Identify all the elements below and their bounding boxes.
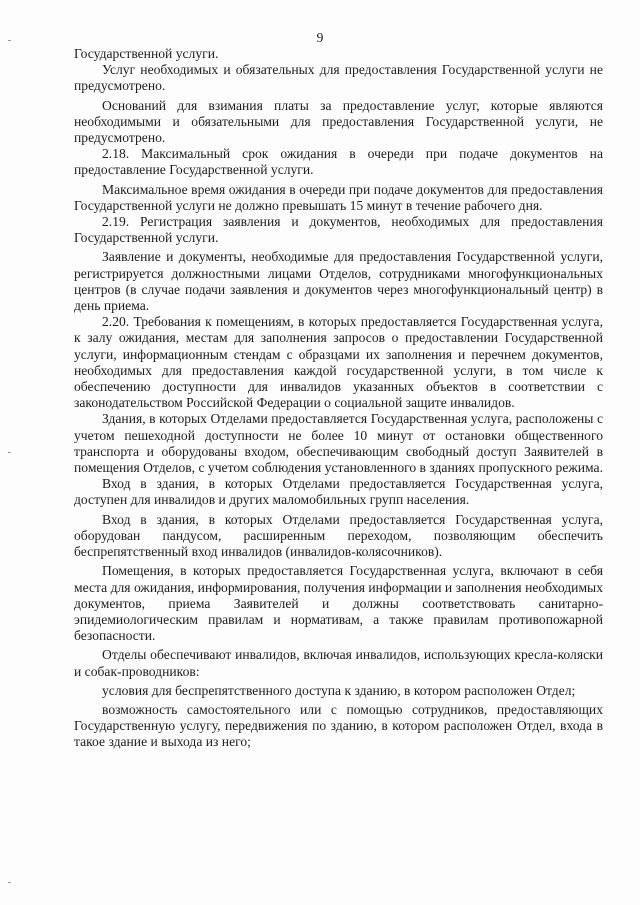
paragraph: Услуг необходимых и обязательных для предоставления Государственной услуги не предусмотрено.: [74, 62, 603, 94]
scan-artifact: [8, 452, 11, 453]
paragraph: Максимальное время ожидания в очереди при подаче документов для предоставления Государственной услуги не должно превышать 15 минут в течение рабочего дня.: [74, 181, 603, 213]
page-number: 9: [316, 30, 324, 45]
paragraph: Государственной услуги.: [74, 46, 219, 61]
section-heading-2-20: 2.20. Требования к помещениям, в которых предоставляется Государственная услуга, к залу ожидания, местам для заполнения запросов о предоставлении Государственной услуги, информационным стендам с образцами их заполнения и перечнем документов, необходимых для предоставления каждой государственной услуги, в том числе к обеспечению доступности для инвалидов указанных объектов в соответствии с законодательством Российской Федерации о социальной защите инвалидов.: [74, 314, 603, 411]
paragraph: Оснований для взимания платы за предоставление услуг, которые являются необходимыми и обязательными для предоставления Государственной услуги, не предусмотрено.: [74, 97, 603, 146]
scan-artifact: [8, 882, 11, 883]
document-body: [74, 46, 603, 751]
paragraph: Вход в здания, в которых Отделами предоставляется Государственная услуга, оборудован пандусом, расширенным переходом, позволяющим обеспечить беспрепятственный вход инвалидов (инвалидов-колясочников).: [74, 511, 603, 560]
paragraph: Вход в здания, в которых Отделами предоставляется Государственная услуга, доступен для инвалидов и других маломобильных групп населения.: [74, 476, 603, 508]
paragraph: Заявление и документы, необходимые для предоставления Государственной услуги, регистрируется должностными лицами Отделов, сотрудниками многофункциональных центров (в случае подачи заявления и документов через многофункциональный центр) в день приема.: [74, 249, 603, 314]
paragraph: Отделы обеспечивают инвалидов, включая инвалидов, использующих кресла-коляски и собак-проводников:: [74, 647, 603, 679]
list-item: возможность самостоятельного или с помощью сотрудников, предоставляющих Государственную услугу, передвижения по зданию, в котором расположен Отдел, входа в такое здание и выхода из него;: [74, 701, 603, 750]
section-heading-2-19: 2.19. Регистрация заявления и документов, необходимых для предоставления Государственной услуги.: [74, 214, 603, 246]
paragraph: Здания, в которых Отделами предоставляется Государственная услуга, расположены с учетом пешеходной доступности не более 10 минут от остановки общественного транспорта и оборудованы входом, обеспечивающим свободный доступ Заявителей в помещения Отделов, с учетом соблюдения установленного в зданиях пропускного режима.: [74, 411, 603, 476]
section-heading-2-18: 2.18. Максимальный срок ожидания в очереди при подаче документов на предоставление Государственной услуги.: [74, 146, 603, 178]
list-item: условия для беспрепятственного доступа к зданию, в котором расположен Отдел;: [102, 682, 576, 698]
paragraph: Помещения, в которых предоставляется Государственная услуга, включают в себя места для ожидания, информирования, получения информации и заполнения необходимых документов, приема Заявителей и должны соответствовать санитарно-эпидемиологическим правилам и нормативам, а также правилам противопожарной безопасности.: [74, 563, 603, 644]
